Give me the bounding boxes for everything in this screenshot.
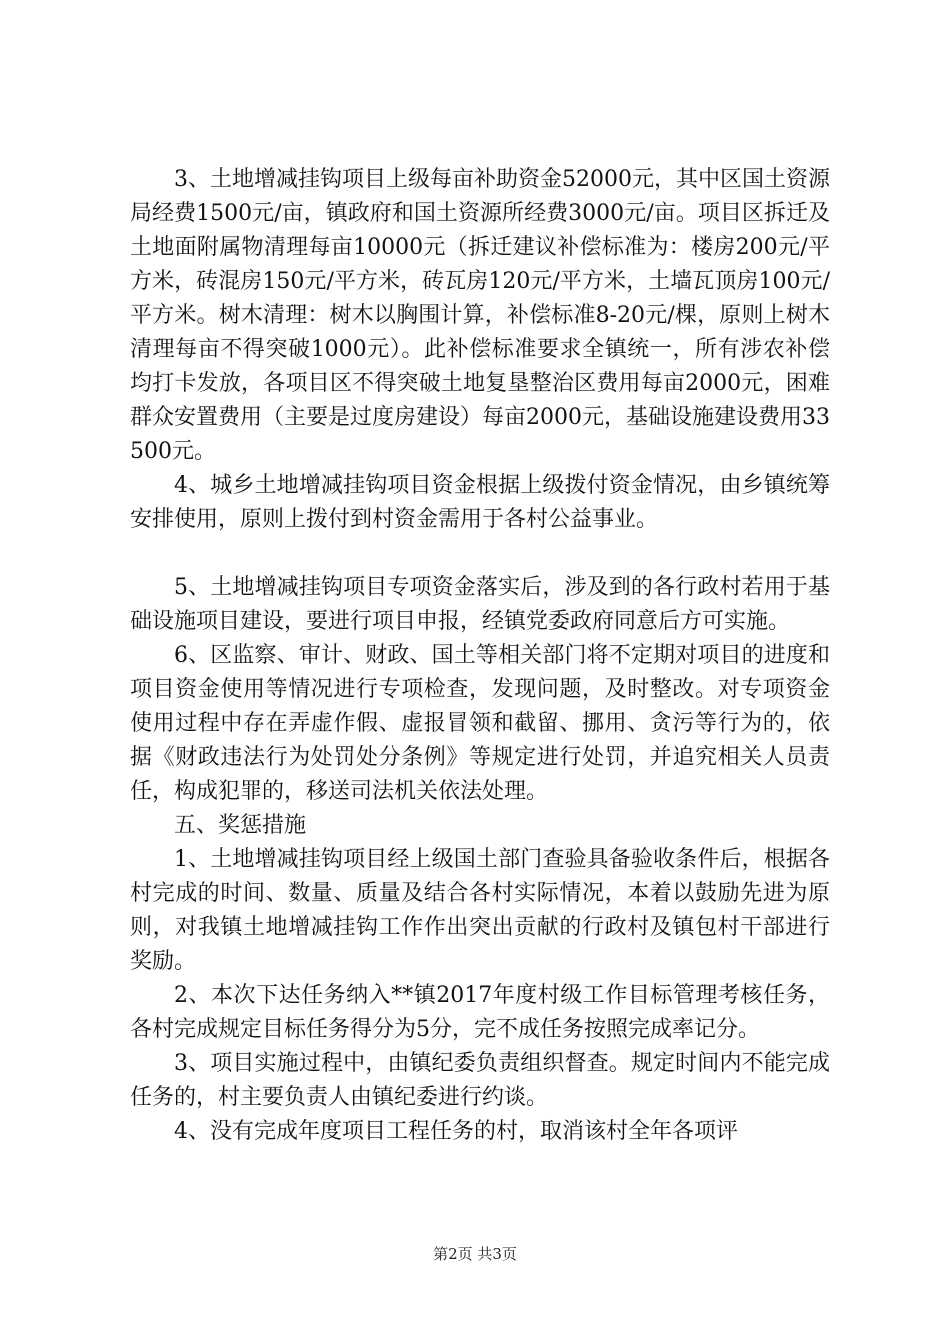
paragraph-item-6: 6、区监察、审计、财政、国土等相关部门将不定期对项目的进度和项目资金使用等情况进行专项检查，发现问题，及时整改。对专项资金使用过程中存在弄虚作假、虚报冒领和截留、挪用、贪污等行为的，依据《财政违法行为处罚处分条例》等规定进行处罚，并追究相关人员责任，构成犯罪的，移送司法机关依法处理。 [130,643,830,804]
paragraph-item-5: 5、土地增减挂钩项目专项资金落实后，涉及到的各行政村若用于基础设施项目建设，要进行项目申报，经镇党委政府同意后方可实施。 [130,575,830,634]
paragraph-reward-4: 4、没有完成年度项目工程任务的村，取消该村全年各项评 [174,1119,738,1144]
paragraph-item-3: 3、土地增减挂钩项目上级每亩补助资金52000元，其中区国土资源局经费1500元/亩，镇政府和国土资源所经费3000元/亩。项目区拆迁及土地面附属物清理每亩10000元（拆迁建议补偿标准为：楼房200元/平方米，砖混房150元/平方米，砖瓦房120元/平方米，土墙瓦顶房100元/平方米。树木清理：树木以胸围计算，补偿标准8-20元/棵，原则上树木清理每亩不得突破1000元）。此补偿标准要求全镇统一，所有涉农补偿均打卡发放，各项目区不得突破土地复垦整治区费用每亩2000元，困难群众安置费用（主要是过度房建设）每亩2000元，基础设施建设费用33500元。 [130,167,831,464]
section-heading-rewards: 五、奖惩措施 [174,813,307,838]
page-number-footer: 第2页 共3页 [433,1245,517,1263]
paragraph-item-4: 4、城乡土地增减挂钩项目资金根据上级拨付资金情况，由乡镇统筹安排使用，原则上拨付到村资金需用于各村公益事业。 [130,473,830,532]
document-body [130,163,830,1149]
paragraph-reward-1: 1、土地增减挂钩项目经上级国土部门查验具备验收条件后，根据各村完成的时间、数量、质量及结合各村实际情况，本着以鼓励先进为原则，对我镇土地增减挂钩工作作出突出贡献的行政村及镇包村干部进行奖励。 [130,847,830,974]
paragraph-reward-3: 3、项目实施过程中，由镇纪委负责组织督查。规定时间内不能完成任务的，村主要负责人由镇纪委进行约谈。 [130,1051,830,1110]
paragraph-reward-2: 2、本次下达任务纳入**镇2017年度村级工作目标管理考核任务，各村完成规定目标任务得分为5分，完不成任务按照完成率记分。 [130,983,830,1042]
